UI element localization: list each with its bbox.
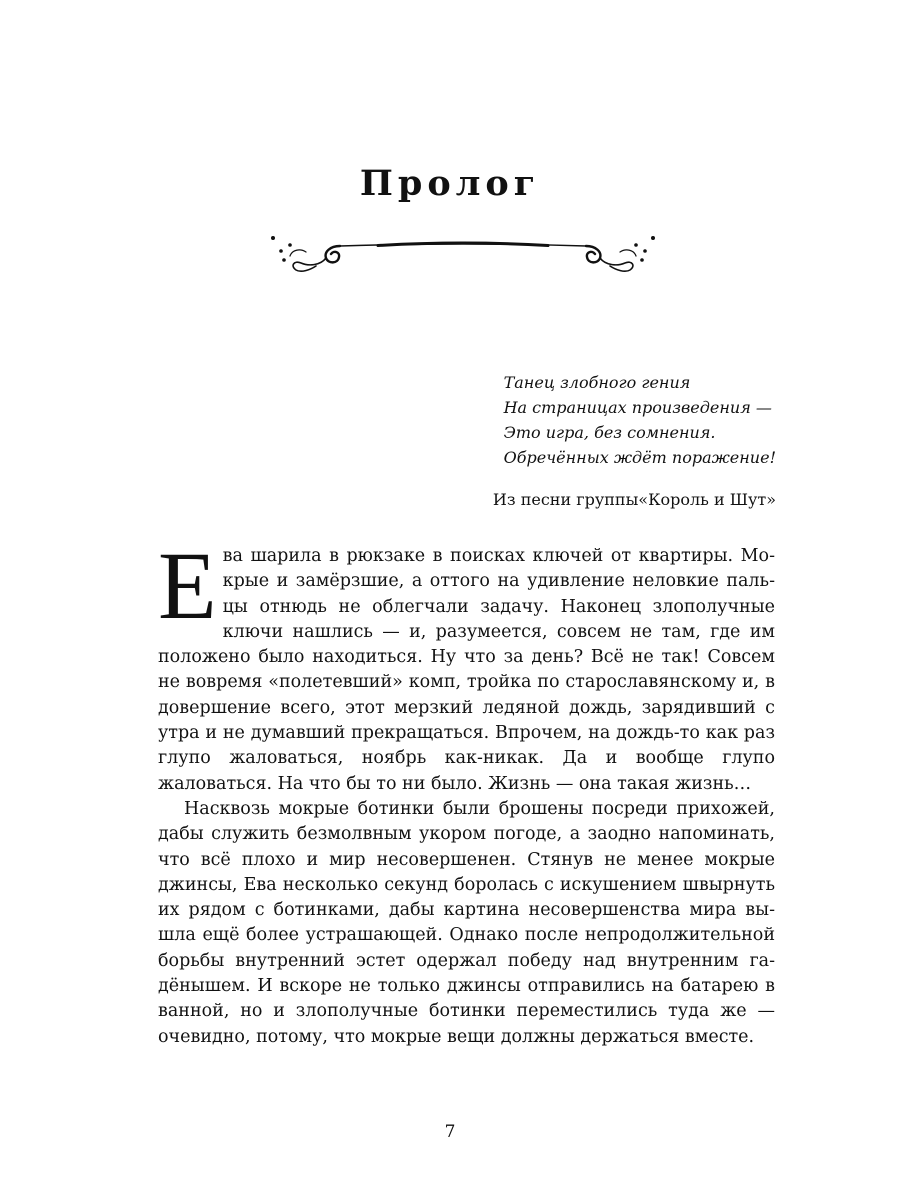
verse-line: На страницах произведения — <box>503 398 772 417</box>
verse-line: Танец злобного гения <box>503 373 691 392</box>
paragraph: Насквозь мокрые ботинки были брошены посреди прихожей, дабы служить безмолвным укором погоде, а заодно напоминать, что всё плохо и мир несовершенен. Стянув не менее мокрые джинсы, Ева несколько секунд боролась с искушением швырнуть их рядом с ботинками, дабы картина несовершенства мира вышла ещё более устрашающей. Однако после непродолжительной борьбы внутренний эстет одержал победу над внутренним гадёнышем. И вскоре не только джинсы отправились на батарею в ванной, но и злополучные ботинки переместились туда же — очевидно, потому, что мокрые вещи должны держаться вместе. <box>158 798 775 1047</box>
epigraph <box>440 370 776 511</box>
flourish-divider-icon <box>268 230 658 284</box>
page-number: 7 <box>444 1122 456 1142</box>
epigraph-verse <box>504 370 776 470</box>
verse-line: Это игра, без сомнения. <box>503 423 716 442</box>
paragraph <box>158 532 775 797</box>
epigraph-source: Из песни группы«Король и Шут» <box>492 490 776 509</box>
drop-cap: Е <box>158 532 217 639</box>
verse-line: Обречённых ждёт поражение! <box>503 448 776 467</box>
chapter-body <box>158 532 775 1050</box>
chapter-title: Пролог <box>359 163 541 204</box>
paragraph-text: ва шарила в рюкзаке в поисках ключей от квартиры. Мокрые и замёрзшие, а оттого на удивление неловкие пальцы отнюдь не облегчали задачу. Наконец злополучные ключи нашлись — и, разумеется, совсем не там, где им положено было находиться. Ну что за день? Всё не так! Совсем не вовремя «полетевший» комп, тройка по старославянскому и, в довершение всего, этот мерзкий ледяной дождь, зарядивший с утра и не думавший прекращаться. Впрочем, на дождь-то как раз глупо жаловаться, ноябрь как-никак. Да и вообще глупо жаловаться. На что бы то ни было. Жизнь — она такая жизнь… <box>158 546 775 794</box>
